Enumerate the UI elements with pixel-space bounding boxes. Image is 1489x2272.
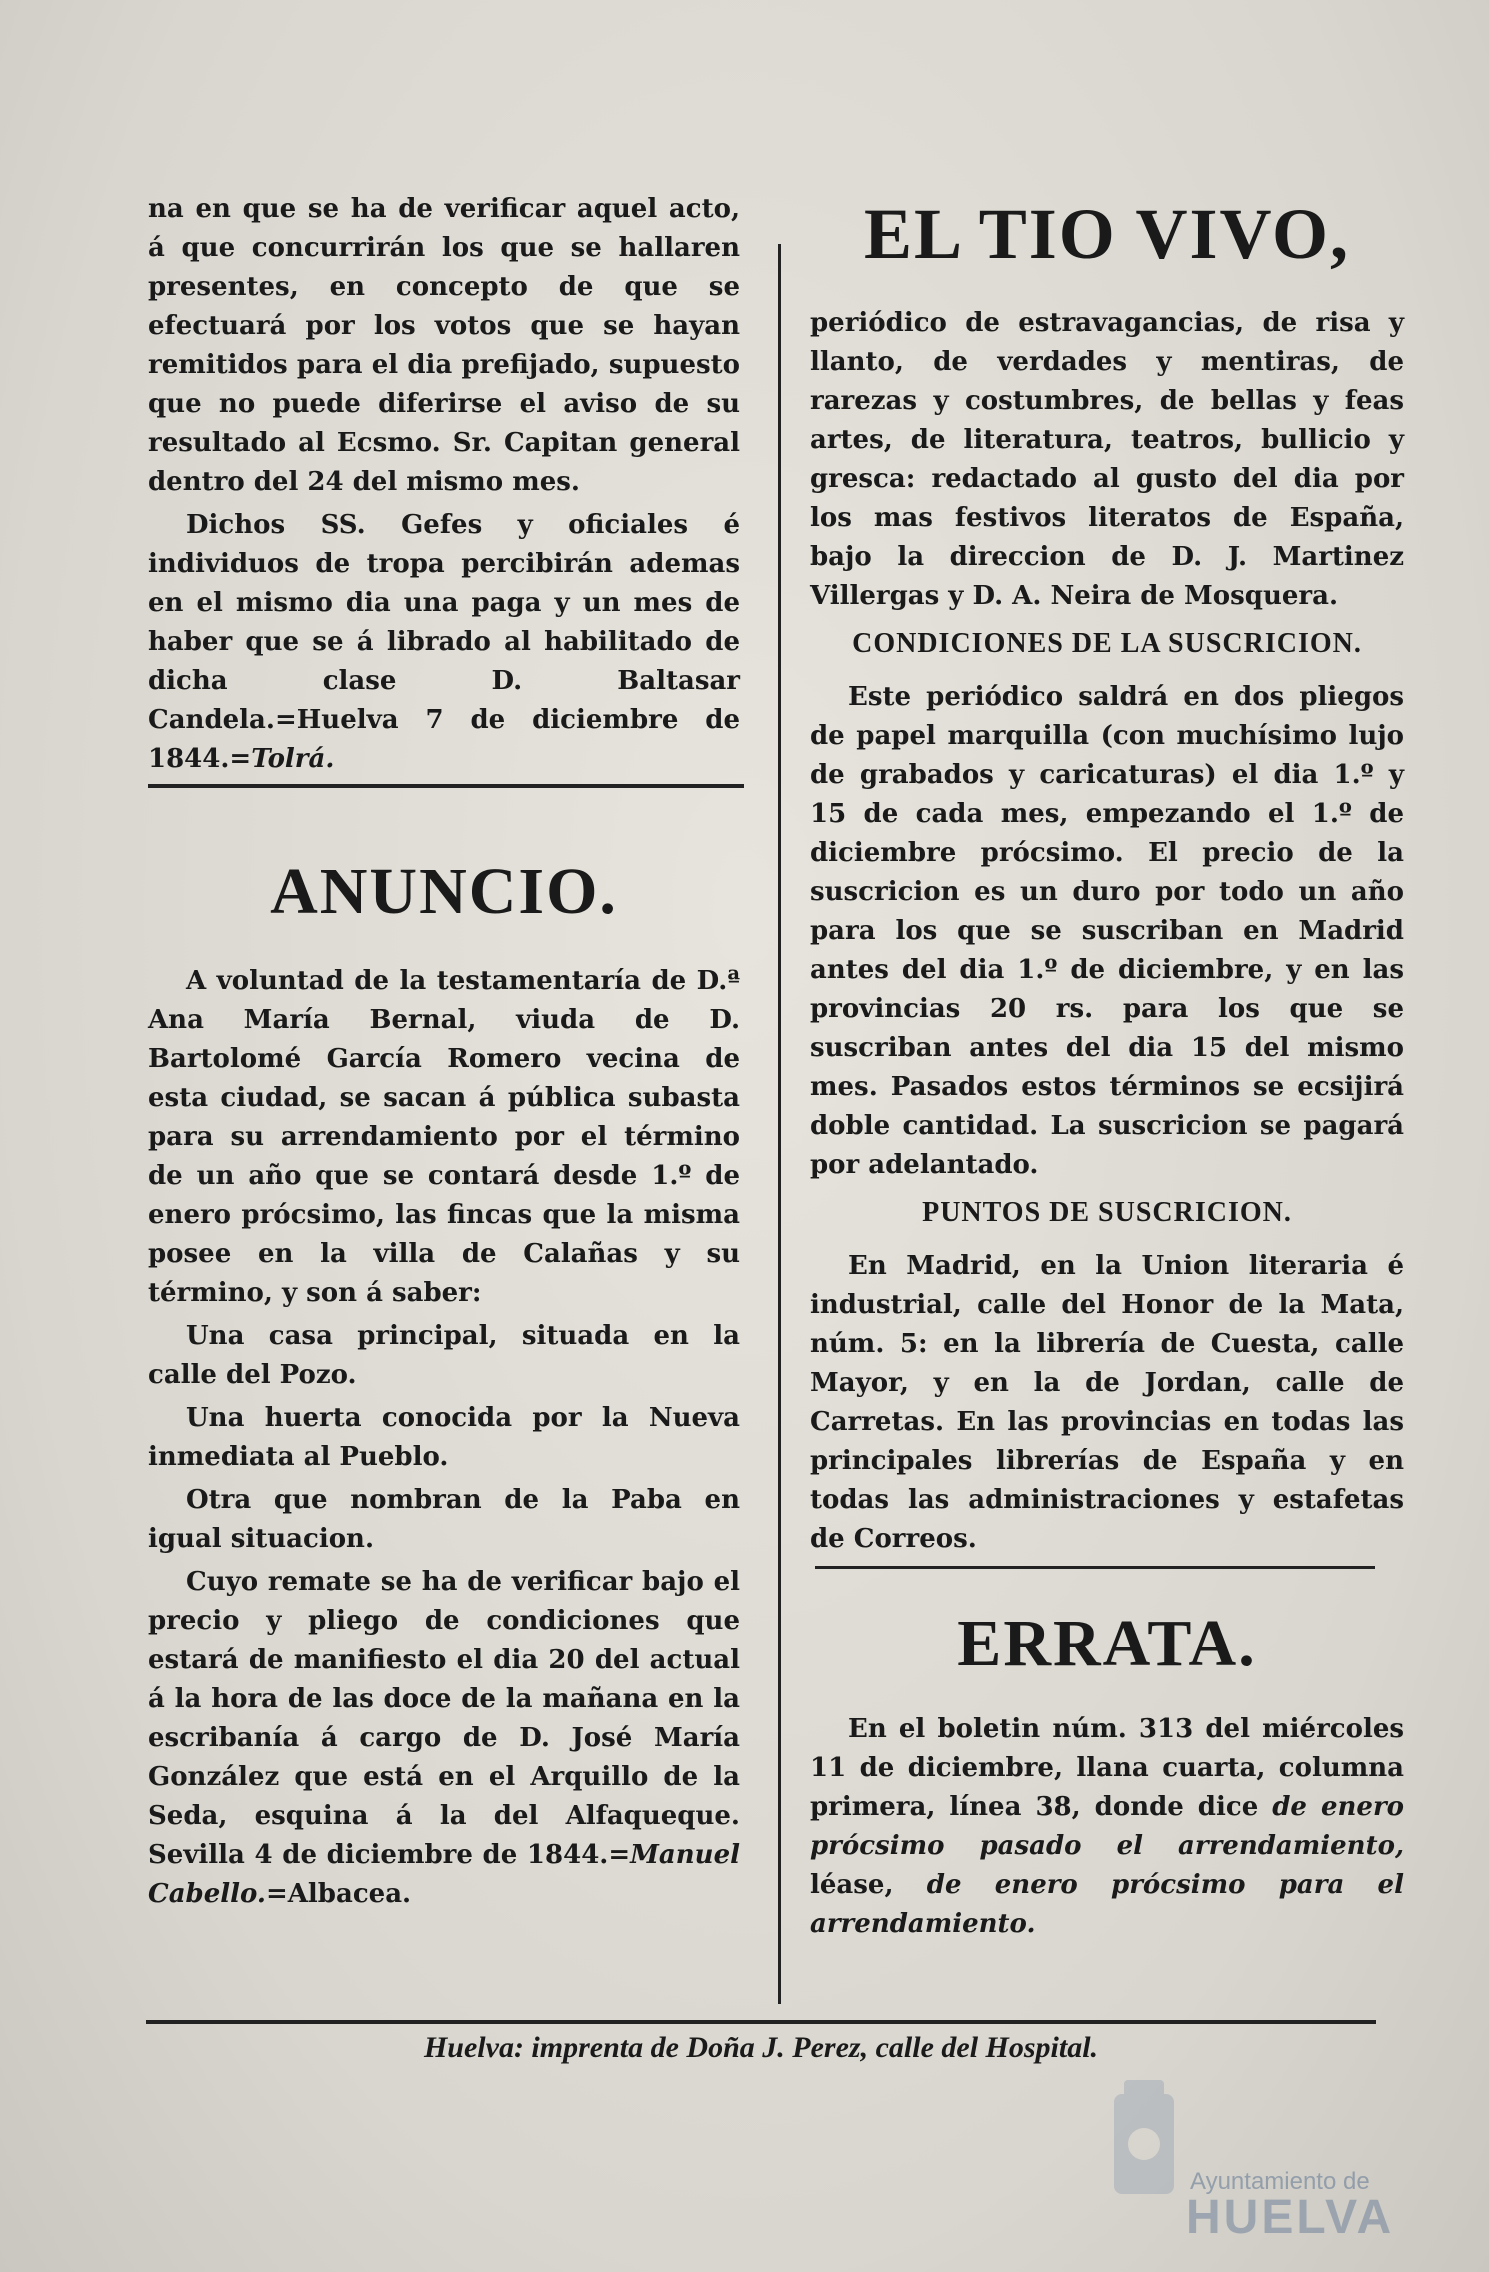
- footer-imprint: Huelva: imprenta de Doña J. Perez, calle del Hospital.: [423, 2031, 1099, 2064]
- tio-description: periódico de estravagancias, de risa y llanto, de verdades y mentiras, de rarezas y costumbres, de bellas y feas artes, de literatura, teatros, bullicio y gresca: redactado al gusto del dia por los mas festivos literatos de España, bajo la direccion de D. J. Martinez Villergas y D. A. Neira de Mosquera.: [810, 308, 1404, 611]
- anuncio-para-5-text: Cuyo remate se ha de verificar bajo el precio y pliego de condiciones que estará de manifiesto el dia 20 del actual á la hora de las doce de la mañana en la escribanía á cargo de D. José María González que está en el Arquillo de la Seda, esquina á la del Alfaqueque. Sevilla 4 de diciembre de 1844.=: [148, 1567, 740, 1870]
- errata-text: En el boletin núm. 313 del miércoles 11 de diciembre, llana cuarta, columna primera, línea 38, donde dice: [810, 1714, 1404, 1822]
- left-para-2-signature: Tolrá.: [251, 744, 335, 774]
- anuncio-title: ANUNCIO.: [270, 855, 618, 928]
- anuncio-para-2: Una casa principal, situada en la calle del Pozo.: [148, 1321, 740, 1390]
- anuncio-para-1: A voluntad de la testamentaría de D.ª Ana María Bernal, viuda de D. Bartolomé García Romero vecina de esta ciudad, se sacan á pública subasta para su arrendamiento por el término de un año que se contará desde 1.º de enero prócsimo, las fincas que la misma posee en la villa de Calañas y su término, y son á saber:: [148, 966, 740, 1308]
- left-para-2-text: Dichos SS. Gefes y oficiales é individuos de tropa percibirán ademas en el mismo dia una paga y un mes de haber que se á librado al habilitado de dicha clase D. Baltasar Candela.=Huelva 7 de diciembre de 1844.=: [148, 510, 740, 774]
- watermark-line-1: Ayuntamiento de: [1190, 2168, 1370, 2195]
- left-divider: [148, 784, 744, 788]
- points-text: En Madrid, en la Union literaria é industrial, calle del Honor de la Mata, núm. 5: en la librería de Cuesta, calle Mayor, y en la de Jordan, calle de Carretas. En las provincias en todas las principales librerías de España y en todas las administraciones y estafetas de Correos.: [810, 1251, 1404, 1554]
- errata-title: ERRATA.: [957, 1607, 1257, 1680]
- conditions-heading: CONDICIONES DE LA SUSCRICION.: [852, 628, 1362, 659]
- right-divider: [815, 1566, 1375, 1569]
- errata-right: de enero prócsimo para el arrendamiento.: [810, 1870, 1404, 1939]
- anuncio-signature-role: =Albacea.: [265, 1879, 412, 1909]
- anuncio-para-5: [148, 1563, 740, 1914]
- errata-mid: léase,: [810, 1870, 894, 1900]
- watermark-line-2: HUELVA: [1186, 2191, 1395, 2244]
- errata-para: [810, 1710, 1404, 1944]
- errata-wrong: de enero prócsimo pasado el arrendamiento,: [810, 1792, 1404, 1861]
- right-column: [810, 304, 1404, 1563]
- errata-body: [810, 1710, 1404, 1948]
- left-column: [148, 190, 740, 783]
- anuncio-para-3: Una huerta conocida por la Nueva inmediata al Pueblo.: [148, 1403, 740, 1472]
- left-para-2: [148, 506, 740, 779]
- conditions-text: Este periódico saldrá en dos pliegos de papel marquilla (con muchísimo lujo de grabados y caricaturas) el dia 1.º y 15 de cada mes, empezando el 1.º de diciembre prócsimo. El precio de la suscricion es un duro por todo un año para los que se suscriban en Madrid antes del dia 1.º de diciembre, y en las provincias 20 rs. para los que se suscriban antes del dia 15 del mismo mes. Pasados estos términos se ecsijirá doble cantidad. La suscricion se pagará por adelantado.: [810, 682, 1404, 1180]
- left-para-1: na en que se ha de verificar aquel acto, á que concurrirán los que se hallaren presentes, en concepto de que se efectuará por los votos que se hayan remitidos para el dia prefijado, supuesto que no puede diferirse el aviso de su resultado al Ecsmo. Sr. Capitan general dentro del 24 del mismo mes.: [148, 194, 740, 497]
- column-divider: [778, 244, 781, 2004]
- points-heading: PUNTOS DE SUSCRICION.: [922, 1197, 1292, 1228]
- anuncio-signature: Manuel Cabello.: [148, 1840, 740, 1909]
- anuncio-body: [148, 962, 740, 1918]
- anuncio-para-4: Otra que nombran de la Paba en igual situacion.: [148, 1485, 740, 1554]
- tio-vivo-title: EL TIO VIVO,: [863, 194, 1351, 274]
